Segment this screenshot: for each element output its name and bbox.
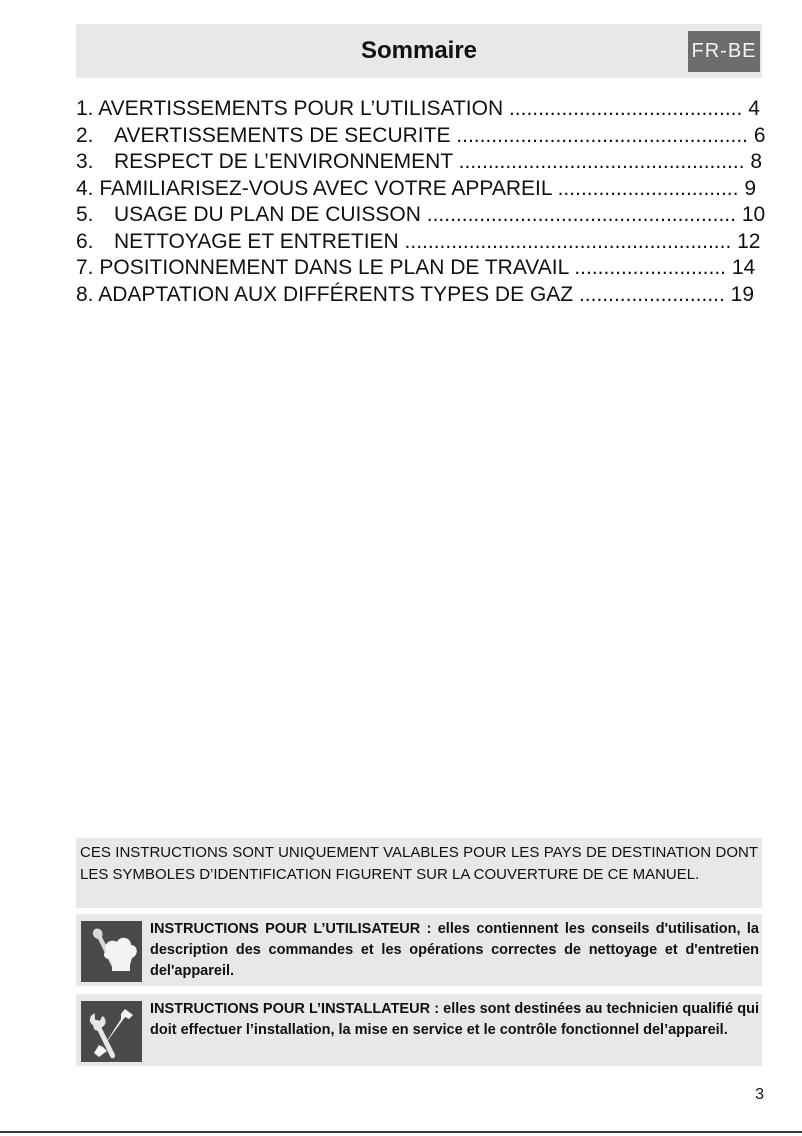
toc-entry-leader: ........................................ (503, 97, 749, 120)
toc-entry-number: 3. (76, 150, 94, 173)
chef-hat-spoon-icon (81, 921, 142, 982)
toc-entry-number: 8. (76, 282, 94, 306)
toc-entry-title: POSITIONNEMENT DANS LE PLAN DE TRAVAIL (99, 256, 569, 279)
toc-entry (76, 202, 766, 229)
toc-entry (76, 282, 755, 309)
toc-entry-title: AVERTISSEMENTS POUR L’UTILISATION (98, 97, 504, 120)
language-badge: FR-BE (688, 31, 760, 72)
toc-entry-leader: .......................... (568, 256, 732, 279)
toc-entry-title: USAGE DU PLAN DE CUISSON (114, 203, 421, 226)
header-bar (76, 24, 762, 78)
toc-entry-title: AVERTISSEMENTS DE SECURITE (114, 123, 451, 147)
toc-entry-leader: .................................................. (450, 123, 754, 147)
toc-entry (76, 229, 766, 256)
toc-entry-page: 12 (737, 229, 761, 253)
toc-entry-title: ADAPTATION AUX DIFFÉRENTS TYPES DE GAZ (98, 282, 574, 306)
toc-entry (76, 123, 766, 150)
toc-entry-number: 6. (76, 229, 94, 253)
toc-entry-page: 10 (741, 203, 766, 226)
wrench-screwdriver-icon (81, 1001, 142, 1062)
toc-entry-leader: ................................................. (452, 150, 751, 173)
page-number: 3 (755, 1086, 764, 1103)
toc-entry-page: 9 (744, 176, 756, 200)
toc-entry-leader: ..................................................... (420, 203, 742, 226)
validity-note: CES INSTRUCTIONS SONT UNIQUEMENT VALABLES POUR LES PAYS DE DESTINATION DONT LES SYMBOLES D’IDENTIFICATION FIGURENT SUR LA COUVERTURE DE CE MANUEL. (76, 838, 762, 908)
toc-entry-number: 1. (76, 97, 94, 120)
toc-entry-page: 14 (731, 256, 756, 279)
toc-entry-number: 5. (76, 203, 94, 226)
toc-entry-leader: ............................... (551, 176, 745, 200)
toc-entry-number: 7. (76, 256, 94, 279)
bottom-rule (0, 1131, 802, 1133)
toc-entry (76, 149, 766, 176)
user-instructions-box (76, 914, 762, 986)
toc-entry (76, 96, 760, 123)
toc-entry (76, 176, 756, 203)
page-title: Sommaire (360, 37, 478, 64)
toc-entry-leader: ........................................................ (398, 229, 738, 253)
toc-entry-page: 8 (750, 150, 763, 173)
toc-entry-page: 4 (748, 97, 760, 120)
toc-entry-leader: ......................... (573, 282, 731, 306)
toc-entry-page: 6 (753, 123, 766, 147)
toc-entry-page: 19 (730, 282, 755, 306)
toc-entry-title: NETTOYAGE ET ENTRETIEN (114, 229, 399, 253)
user-instructions-text: INSTRUCTIONS POUR L’UTILISATEUR : elles contiennent les conseils d'utilisation, la description des commandes et les opérations correctes de nettoyage et d'entretien del'appareil. (150, 921, 759, 979)
installer-instructions-box (76, 994, 762, 1066)
toc-entry-number: 4. (76, 176, 94, 200)
toc-entry-title: RESPECT DE L’ENVIRONNEMENT (114, 150, 453, 173)
table-of-contents (76, 96, 766, 308)
toc-entry-number: 2. (76, 123, 94, 147)
installer-instructions-text: INSTRUCTIONS POUR L’INSTALLATEUR : elles sont destinées au technicien qualifié qui doit effectuer l’installation, la mise en service et le contrôle fonctionnel del’appareil. (150, 1001, 759, 1038)
toc-entry-title: FAMILIARISEZ-VOUS AVEC VOTRE APPAREIL (99, 176, 552, 200)
toc-entry (76, 255, 756, 282)
